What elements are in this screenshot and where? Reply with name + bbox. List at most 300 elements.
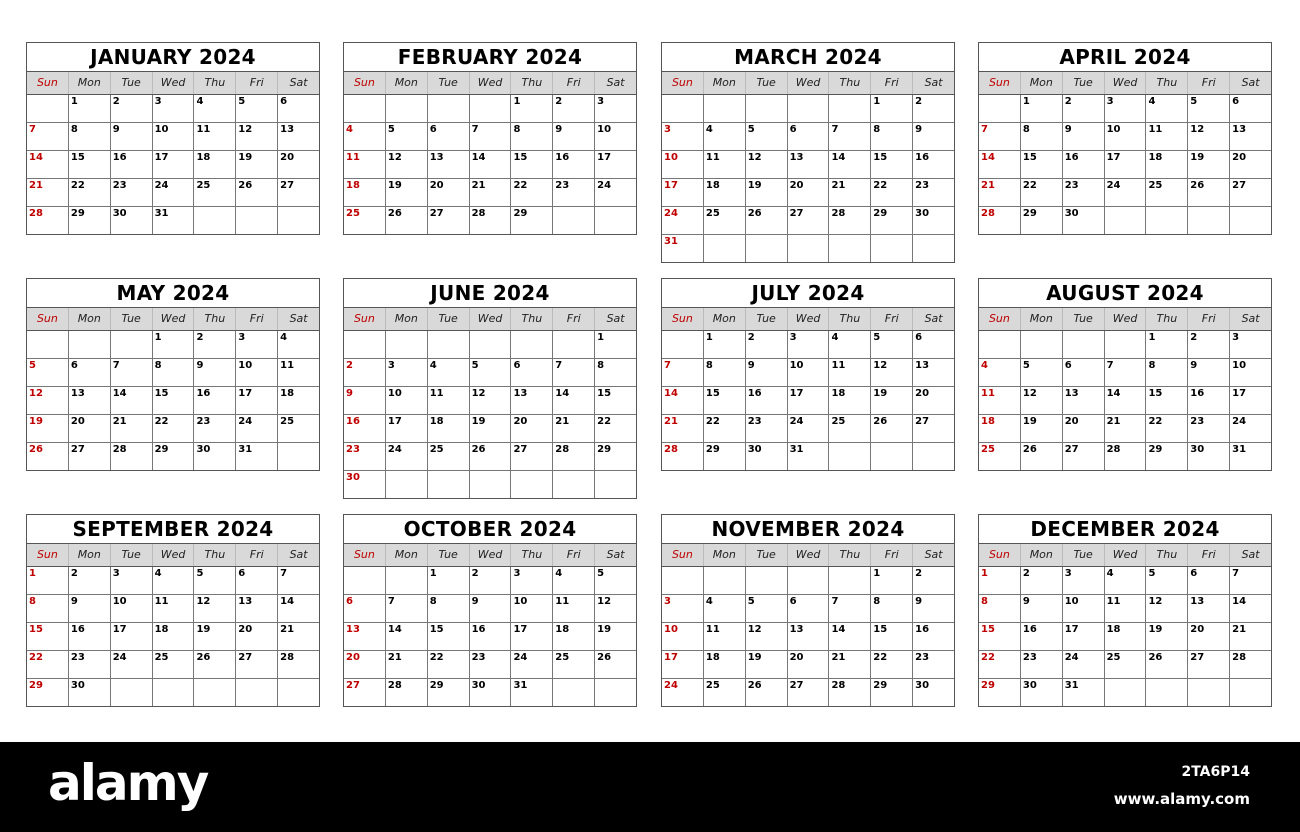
week-row xyxy=(344,151,636,179)
day-cell: 23 xyxy=(745,415,787,442)
month-title: MARCH 2024 xyxy=(662,43,954,72)
day-cell: 15 xyxy=(870,151,912,178)
month-title: APRIL 2024 xyxy=(979,43,1271,72)
day-cell xyxy=(110,331,152,358)
day-cell: 5 xyxy=(29,360,36,371)
day-cell: 25 xyxy=(552,651,594,678)
day-cell: 3 xyxy=(1104,95,1146,122)
day-cell xyxy=(277,679,319,706)
day-cell: 6 xyxy=(787,595,829,622)
day-cell: 29 xyxy=(68,207,110,234)
weekday-header-row xyxy=(979,544,1271,567)
weekday-label: Mon xyxy=(385,72,427,94)
day-cell: 19 xyxy=(469,415,511,442)
week-row xyxy=(27,623,319,651)
day-cell xyxy=(912,443,954,470)
day-cell: 21 xyxy=(828,179,870,206)
day-cell: 5 xyxy=(870,331,912,358)
day-cell xyxy=(1187,207,1229,234)
day-cell: 23 xyxy=(912,651,954,678)
day-cell: 8 xyxy=(870,595,912,622)
day-cell: 14 xyxy=(469,151,511,178)
day-cell xyxy=(787,235,829,262)
day-cell: 25 xyxy=(981,444,995,455)
day-cell: 9 xyxy=(1062,123,1104,150)
day-cell: 2 xyxy=(469,567,511,594)
week-row xyxy=(979,123,1271,151)
day-cell: 22 xyxy=(29,652,43,663)
day-cell xyxy=(344,567,385,594)
day-cell: 20 xyxy=(235,623,277,650)
day-cell xyxy=(662,331,703,358)
day-cell: 26 xyxy=(870,415,912,442)
day-cell xyxy=(870,235,912,262)
day-cell: 1 xyxy=(703,331,745,358)
weekday-label: Tue xyxy=(1062,72,1104,94)
day-cell: 30 xyxy=(68,679,110,706)
day-cell: 21 xyxy=(385,651,427,678)
day-cell: 4 xyxy=(152,567,194,594)
weekday-label: Tue xyxy=(427,72,469,94)
day-cell: 29 xyxy=(29,680,43,691)
weekday-header-row xyxy=(979,308,1271,331)
day-cell: 9 xyxy=(1020,595,1062,622)
month-calendar xyxy=(661,514,955,707)
day-cell: 10 xyxy=(110,595,152,622)
day-cell xyxy=(828,95,870,122)
day-cell: 4 xyxy=(277,331,319,358)
day-cell: 8 xyxy=(510,123,552,150)
day-cell: 19 xyxy=(594,623,636,650)
weekday-label: Sun xyxy=(988,548,1010,561)
weekday-label: Sat xyxy=(594,308,636,330)
weekday-label: Tue xyxy=(427,544,469,566)
day-cell: 11 xyxy=(703,151,745,178)
day-cell: 8 xyxy=(1145,359,1187,386)
day-cell: 26 xyxy=(745,207,787,234)
day-cell: 19 xyxy=(29,416,43,427)
day-cell: 4 xyxy=(828,331,870,358)
day-cell: 9 xyxy=(469,595,511,622)
weekday-label: Wed xyxy=(1104,72,1146,94)
day-cell: 18 xyxy=(427,415,469,442)
month-title: NOVEMBER 2024 xyxy=(662,515,954,544)
month-calendar xyxy=(661,278,955,471)
week-row xyxy=(344,123,636,151)
month-calendar xyxy=(661,42,955,263)
day-cell: 26 xyxy=(29,444,43,455)
day-cell: 22 xyxy=(870,651,912,678)
day-cell: 14 xyxy=(385,623,427,650)
week-row xyxy=(979,623,1271,651)
day-cell: 30 xyxy=(1020,679,1062,706)
day-cell: 3 xyxy=(385,359,427,386)
day-cell: 16 xyxy=(552,151,594,178)
day-cell xyxy=(385,331,427,358)
day-cell xyxy=(745,567,787,594)
week-row xyxy=(979,331,1271,359)
weekday-label: Sun xyxy=(353,76,375,89)
day-cell: 7 xyxy=(469,123,511,150)
day-cell: 11 xyxy=(277,359,319,386)
day-cell: 27 xyxy=(1187,651,1229,678)
day-cell: 16 xyxy=(68,623,110,650)
day-cell: 31 xyxy=(510,679,552,706)
day-cell: 26 xyxy=(594,651,636,678)
week-row xyxy=(662,443,954,470)
month-title: MAY 2024 xyxy=(27,279,319,308)
weekday-header-row xyxy=(344,544,636,567)
month-calendar xyxy=(26,42,320,235)
weekday-label: Tue xyxy=(110,308,152,330)
day-cell: 17 xyxy=(110,623,152,650)
week-row xyxy=(344,331,636,359)
weekday-label: Thu xyxy=(1145,72,1187,94)
day-cell: 9 xyxy=(68,595,110,622)
day-cell xyxy=(1145,207,1187,234)
day-cell: 3 xyxy=(1062,567,1104,594)
day-cell: 3 xyxy=(594,95,636,122)
weekday-label: Mon xyxy=(703,544,745,566)
day-cell: 3 xyxy=(787,331,829,358)
day-cell: 8 xyxy=(68,123,110,150)
day-cell: 28 xyxy=(29,208,43,219)
day-cell: 25 xyxy=(1104,651,1146,678)
day-cell xyxy=(828,235,870,262)
day-cell: 30 xyxy=(469,679,511,706)
day-cell: 16 xyxy=(110,151,152,178)
day-cell: 23 xyxy=(1187,415,1229,442)
day-cell: 1 xyxy=(870,95,912,122)
week-row xyxy=(27,679,319,706)
day-cell: 18 xyxy=(1145,151,1187,178)
day-cell: 3 xyxy=(664,124,671,135)
day-cell: 5 xyxy=(594,567,636,594)
weekday-label: Thu xyxy=(193,72,235,94)
day-cell: 10 xyxy=(1062,595,1104,622)
day-cell: 16 xyxy=(469,623,511,650)
day-cell: 14 xyxy=(1104,387,1146,414)
weekday-label: Mon xyxy=(1020,308,1062,330)
weekday-label: Tue xyxy=(745,308,787,330)
day-cell: 5 xyxy=(1020,359,1062,386)
day-cell: 25 xyxy=(828,415,870,442)
day-cell: 26 xyxy=(745,679,787,706)
day-cell: 9 xyxy=(110,123,152,150)
day-cell: 22 xyxy=(703,415,745,442)
day-cell: 27 xyxy=(427,207,469,234)
week-row xyxy=(344,95,636,123)
day-cell: 24 xyxy=(1062,651,1104,678)
day-cell xyxy=(979,95,1020,122)
day-cell: 12 xyxy=(745,151,787,178)
day-cell: 27 xyxy=(787,207,829,234)
day-cell xyxy=(745,235,787,262)
day-cell: 22 xyxy=(1145,415,1187,442)
day-cell: 2 xyxy=(1187,331,1229,358)
day-cell: 12 xyxy=(193,595,235,622)
day-cell xyxy=(662,95,703,122)
week-row xyxy=(344,567,636,595)
day-cell: 14 xyxy=(981,152,995,163)
weekday-label: Tue xyxy=(110,72,152,94)
day-cell xyxy=(787,95,829,122)
day-cell: 27 xyxy=(787,679,829,706)
day-cell: 2 xyxy=(346,360,353,371)
week-row xyxy=(979,567,1271,595)
day-cell: 12 xyxy=(385,151,427,178)
day-cell: 29 xyxy=(981,680,995,691)
month-title: DECEMBER 2024 xyxy=(979,515,1271,544)
day-cell: 16 xyxy=(1020,623,1062,650)
weekday-label: Tue xyxy=(745,72,787,94)
day-cell: 5 xyxy=(745,123,787,150)
day-cell: 28 xyxy=(828,679,870,706)
week-row xyxy=(344,595,636,623)
day-cell: 20 xyxy=(346,652,360,663)
day-cell: 18 xyxy=(981,416,995,427)
day-cell: 14 xyxy=(277,595,319,622)
day-cell: 19 xyxy=(1187,151,1229,178)
week-row xyxy=(27,443,319,470)
day-cell: 27 xyxy=(1062,443,1104,470)
day-cell: 23 xyxy=(68,651,110,678)
day-cell: 14 xyxy=(828,151,870,178)
day-cell xyxy=(277,207,319,234)
day-cell: 16 xyxy=(912,623,954,650)
week-row xyxy=(27,207,319,234)
day-cell: 30 xyxy=(193,443,235,470)
week-row xyxy=(344,387,636,415)
month-title: JULY 2024 xyxy=(662,279,954,308)
day-cell: 13 xyxy=(510,387,552,414)
day-cell: 20 xyxy=(1187,623,1229,650)
day-cell: 29 xyxy=(152,443,194,470)
day-cell: 13 xyxy=(427,151,469,178)
weekday-label: Tue xyxy=(745,544,787,566)
day-cell: 27 xyxy=(912,415,954,442)
weekday-label: Thu xyxy=(1145,308,1187,330)
weekday-label: Sat xyxy=(1229,308,1271,330)
day-cell: 6 xyxy=(1187,567,1229,594)
day-cell: 31 xyxy=(664,236,678,247)
day-cell xyxy=(427,95,469,122)
day-cell: 15 xyxy=(510,151,552,178)
day-cell: 5 xyxy=(745,595,787,622)
weekday-header-row xyxy=(662,308,954,331)
weekday-label: Sun xyxy=(36,312,58,325)
day-cell xyxy=(828,443,870,470)
day-cell: 21 xyxy=(277,623,319,650)
day-cell: 7 xyxy=(1229,567,1271,594)
weekday-label: Sun xyxy=(671,548,693,561)
weekday-label: Thu xyxy=(193,308,235,330)
weekday-header-row xyxy=(344,72,636,95)
weekday-label: Sun xyxy=(988,312,1010,325)
day-cell: 27 xyxy=(1229,179,1271,206)
day-cell: 20 xyxy=(427,179,469,206)
month-calendar xyxy=(343,42,637,235)
day-cell: 22 xyxy=(1020,179,1062,206)
day-cell: 11 xyxy=(193,123,235,150)
day-cell: 25 xyxy=(427,443,469,470)
week-row xyxy=(662,679,954,706)
day-cell: 4 xyxy=(427,359,469,386)
site-url: www.alamy.com xyxy=(1113,790,1250,808)
day-cell: 19 xyxy=(745,179,787,206)
week-row xyxy=(979,207,1271,234)
day-cell: 29 xyxy=(1020,207,1062,234)
day-cell: 7 xyxy=(277,567,319,594)
day-cell xyxy=(1062,331,1104,358)
day-cell xyxy=(594,207,636,234)
weekday-label: Mon xyxy=(1020,544,1062,566)
day-cell: 17 xyxy=(235,387,277,414)
day-cell: 26 xyxy=(385,207,427,234)
weekday-label: Wed xyxy=(787,308,829,330)
day-cell: 24 xyxy=(110,651,152,678)
weekday-label: Thu xyxy=(510,544,552,566)
day-cell: 9 xyxy=(193,359,235,386)
day-cell: 26 xyxy=(193,651,235,678)
day-cell: 6 xyxy=(510,359,552,386)
day-cell: 23 xyxy=(346,444,360,455)
day-cell: 19 xyxy=(1020,415,1062,442)
day-cell: 10 xyxy=(152,123,194,150)
week-row xyxy=(662,151,954,179)
day-cell: 27 xyxy=(68,443,110,470)
weekday-label: Fri xyxy=(235,544,277,566)
day-cell: 13 xyxy=(1187,595,1229,622)
day-cell: 14 xyxy=(552,387,594,414)
weekday-label: Sun xyxy=(671,312,693,325)
weekday-label: Sun xyxy=(36,548,58,561)
month-calendar xyxy=(26,514,320,707)
day-cell: 18 xyxy=(552,623,594,650)
day-cell: 25 xyxy=(193,179,235,206)
week-row xyxy=(344,651,636,679)
day-cell: 1 xyxy=(510,95,552,122)
week-row xyxy=(344,179,636,207)
day-cell: 14 xyxy=(664,388,678,399)
day-cell: 1 xyxy=(152,331,194,358)
day-cell: 20 xyxy=(510,415,552,442)
month-title: OCTOBER 2024 xyxy=(344,515,636,544)
weekday-label: Mon xyxy=(68,308,110,330)
day-cell: 13 xyxy=(235,595,277,622)
day-cell: 13 xyxy=(1062,387,1104,414)
day-cell: 22 xyxy=(870,179,912,206)
day-cell: 10 xyxy=(594,123,636,150)
month-calendar xyxy=(978,42,1272,235)
day-cell: 12 xyxy=(870,359,912,386)
day-cell: 1 xyxy=(427,567,469,594)
week-row xyxy=(27,595,319,623)
day-cell: 22 xyxy=(68,179,110,206)
day-cell: 8 xyxy=(427,595,469,622)
day-cell: 12 xyxy=(235,123,277,150)
day-cell xyxy=(1020,331,1062,358)
weekday-label: Tue xyxy=(1062,308,1104,330)
weekday-header-row xyxy=(27,544,319,567)
day-cell: 17 xyxy=(787,387,829,414)
day-cell: 2 xyxy=(68,567,110,594)
day-cell: 18 xyxy=(828,387,870,414)
day-cell xyxy=(703,95,745,122)
day-cell: 13 xyxy=(787,151,829,178)
day-cell xyxy=(235,207,277,234)
day-cell: 28 xyxy=(552,443,594,470)
day-cell: 28 xyxy=(469,207,511,234)
day-cell: 19 xyxy=(745,651,787,678)
day-cell xyxy=(235,679,277,706)
day-cell: 6 xyxy=(912,331,954,358)
day-cell xyxy=(1229,207,1271,234)
day-cell: 24 xyxy=(1229,415,1271,442)
day-cell xyxy=(27,331,68,358)
weekday-label: Mon xyxy=(1020,72,1062,94)
day-cell: 20 xyxy=(68,415,110,442)
day-cell: 18 xyxy=(703,651,745,678)
day-cell: 10 xyxy=(235,359,277,386)
day-cell: 30 xyxy=(745,443,787,470)
day-cell: 23 xyxy=(469,651,511,678)
day-cell: 13 xyxy=(346,624,360,635)
weekday-label: Thu xyxy=(510,308,552,330)
week-row xyxy=(662,235,954,262)
day-cell: 31 xyxy=(235,443,277,470)
day-cell: 16 xyxy=(1187,387,1229,414)
day-cell: 1 xyxy=(594,331,636,358)
week-row xyxy=(27,123,319,151)
weekday-label: Fri xyxy=(552,308,594,330)
day-cell: 3 xyxy=(510,567,552,594)
day-cell: 26 xyxy=(1145,651,1187,678)
footer-bar xyxy=(0,742,1300,832)
day-cell: 17 xyxy=(510,623,552,650)
day-cell: 1 xyxy=(1145,331,1187,358)
day-cell: 15 xyxy=(1145,387,1187,414)
day-cell: 15 xyxy=(981,624,995,635)
day-cell: 18 xyxy=(346,180,360,191)
week-row xyxy=(662,331,954,359)
day-cell: 8 xyxy=(981,596,988,607)
day-cell: 1 xyxy=(981,568,988,579)
day-cell: 22 xyxy=(594,415,636,442)
brand-logo: alamy xyxy=(48,754,208,812)
weekday-label: Wed xyxy=(787,544,829,566)
day-cell: 12 xyxy=(1020,387,1062,414)
day-cell xyxy=(662,567,703,594)
day-cell: 4 xyxy=(981,360,988,371)
day-cell: 21 xyxy=(29,180,43,191)
week-row xyxy=(979,359,1271,387)
day-cell: 18 xyxy=(703,179,745,206)
week-row xyxy=(662,623,954,651)
day-cell: 29 xyxy=(594,443,636,470)
day-cell: 3 xyxy=(235,331,277,358)
day-cell: 31 xyxy=(1229,443,1271,470)
month-calendar xyxy=(978,278,1272,471)
day-cell: 7 xyxy=(1104,359,1146,386)
day-cell: 1 xyxy=(29,568,36,579)
day-cell: 21 xyxy=(552,415,594,442)
day-cell xyxy=(469,95,511,122)
day-cell: 7 xyxy=(828,123,870,150)
day-cell: 31 xyxy=(1062,679,1104,706)
day-cell: 7 xyxy=(981,124,988,135)
day-cell: 4 xyxy=(193,95,235,122)
